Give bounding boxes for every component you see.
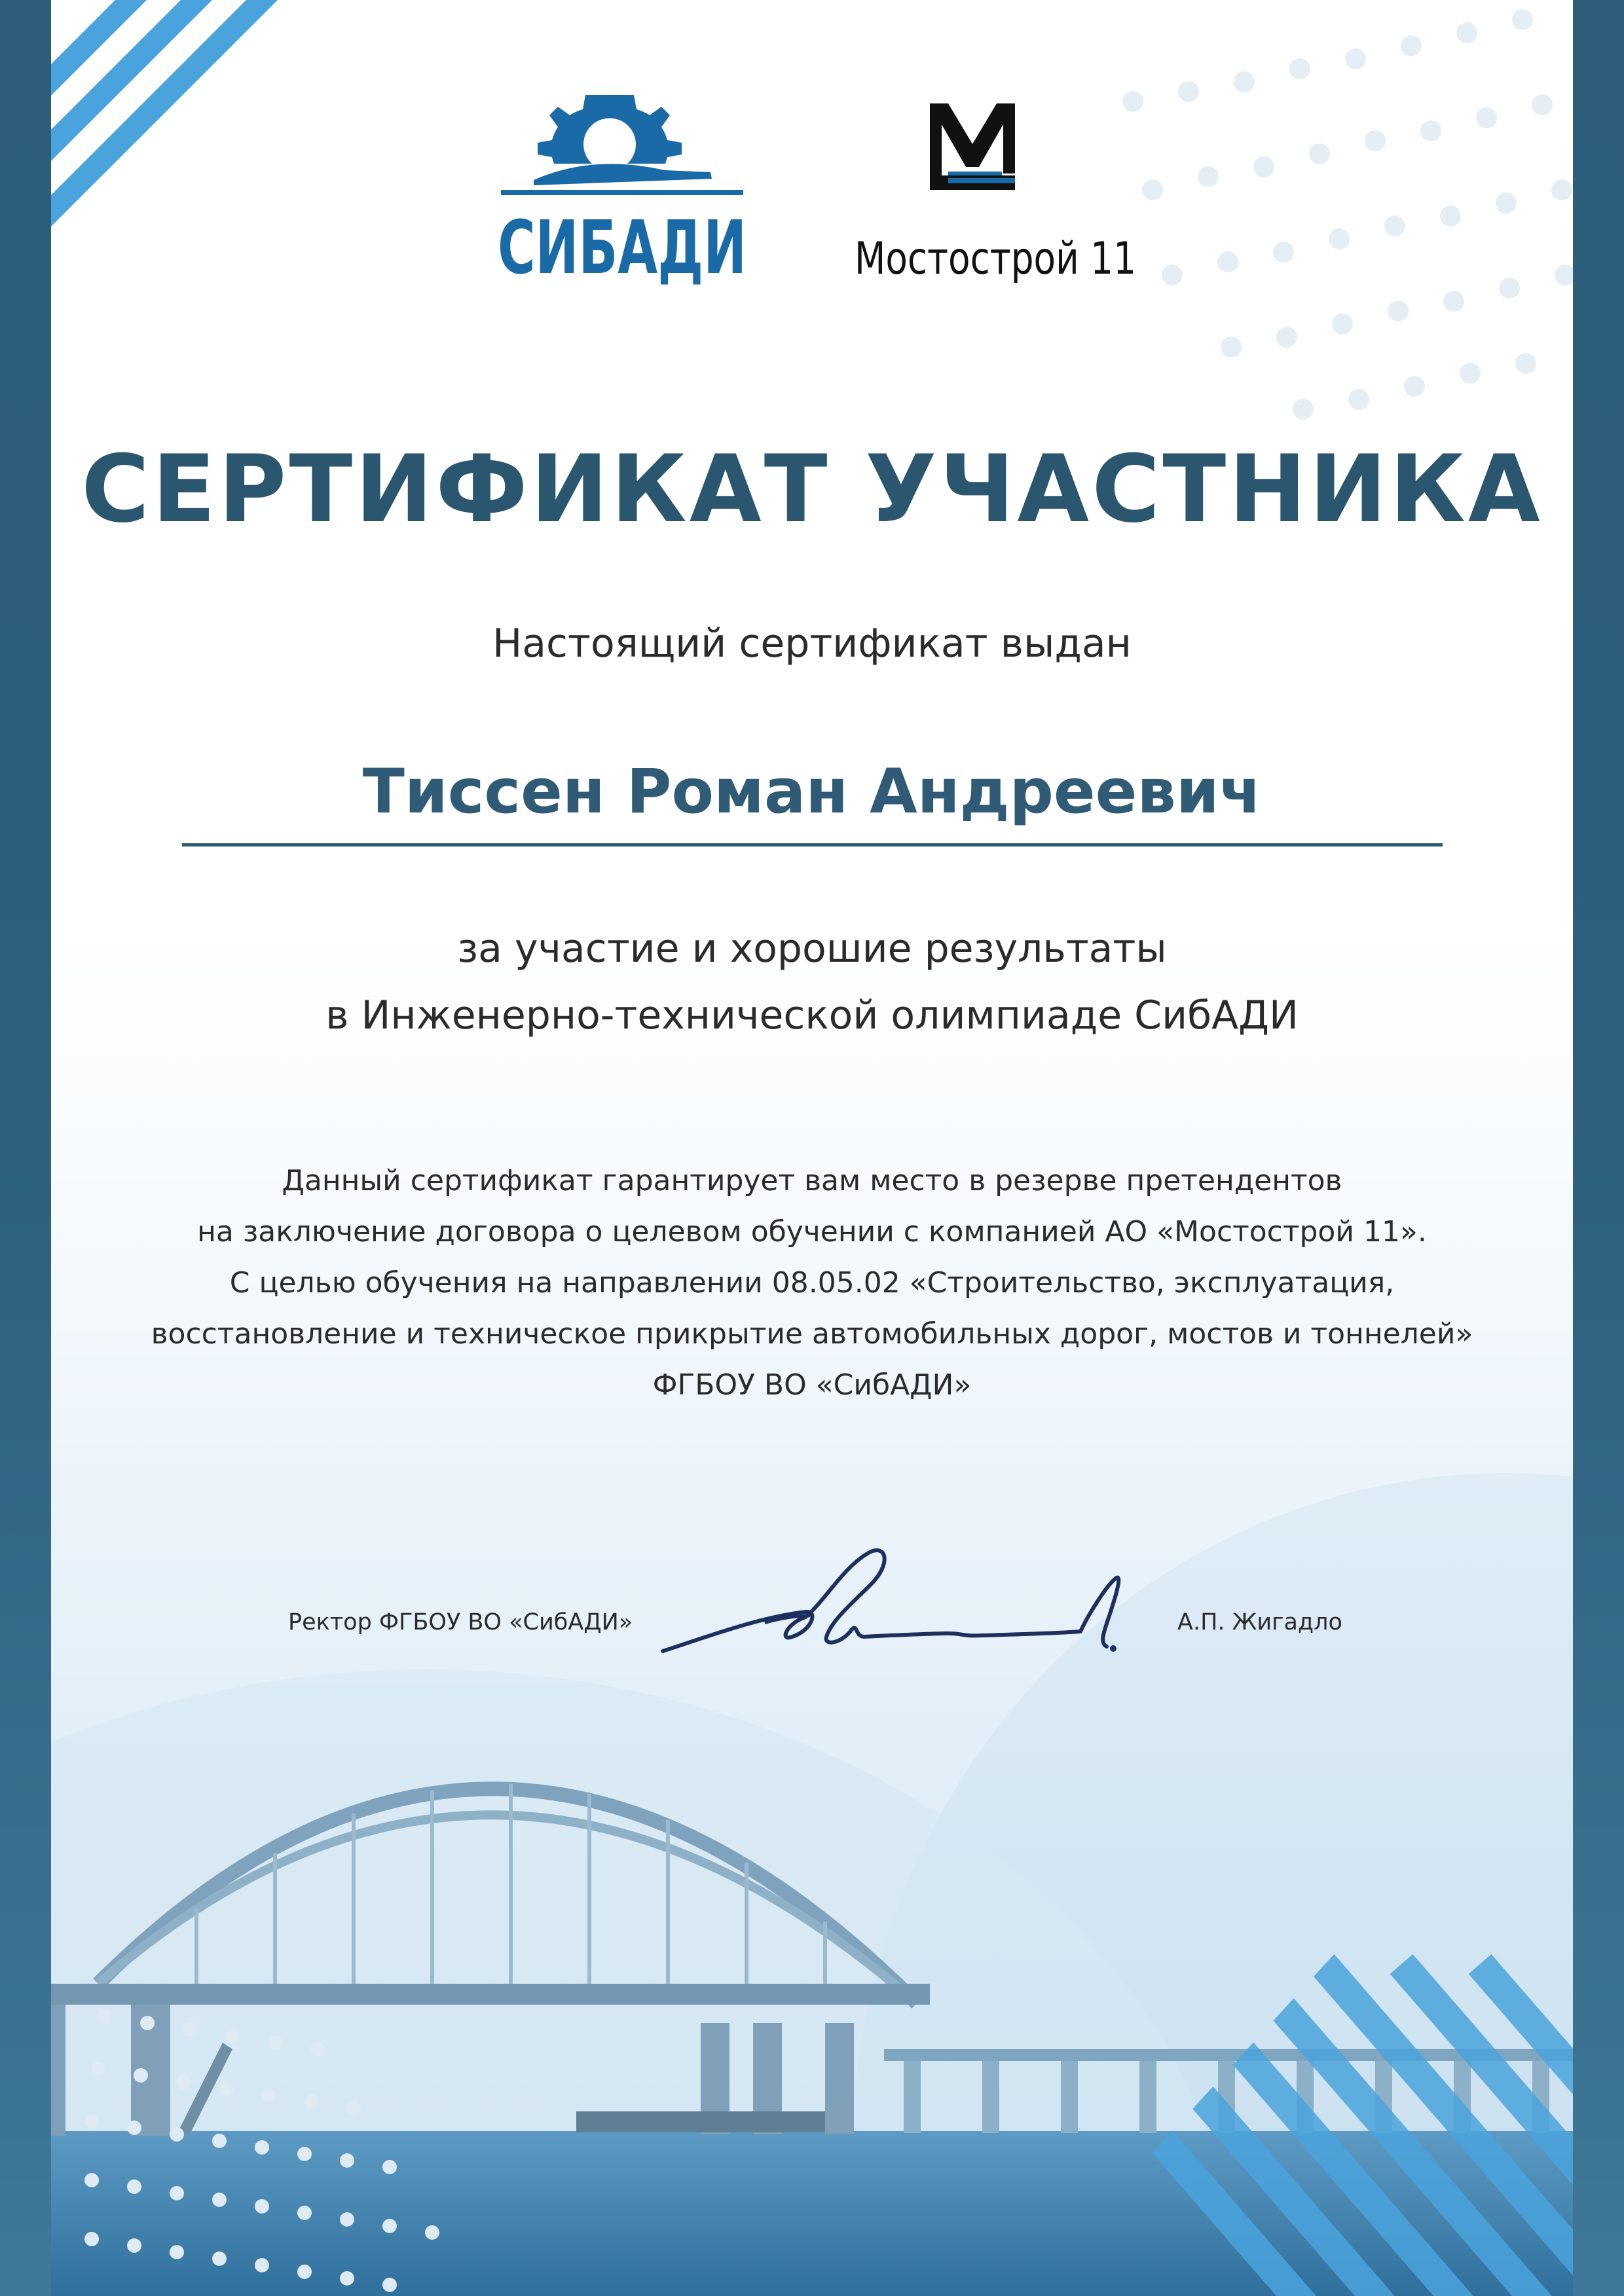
handwritten-signature [655,1539,1126,1676]
award-reason-line: в Инженерно-технической олимпиаде СибАДИ [325,993,1299,1038]
sibadi-logo-text: СИБАДИ [498,206,747,291]
body-line: восстановление и техническое прикрытие автомобильных дорог, мостов и тоннелей» [151,1317,1473,1351]
mostostroy-logo [851,98,1139,288]
body-line: ФГБОУ ВО «СибАДИ» [652,1368,972,1402]
recipient-name: Тиссен Роман Андреевич [362,756,1262,828]
body-line: С целью обучения на направлении 08.05.02 «Строительство, эксплуатация, [229,1266,1395,1300]
award-reason-line: за участие и хорошие результаты [457,926,1167,972]
certificate-body [0,1156,1624,1411]
award-reason [0,915,1624,1049]
mostostroy-logo-text: Мостострой 11 [855,233,1136,285]
dots-top-right [1122,9,1576,420]
sibadi-logo [494,95,750,291]
name-underline [182,843,1443,847]
issued-to-label: Настоящий сертификат выдан [492,621,1132,666]
certificate-title: СЕРТИФИКАТ УЧАСТНИКА [81,435,1543,543]
right-border-band [1573,0,1624,2296]
signatory-name: А.П. Жигадло [1177,1609,1342,1635]
signatory-position: Ректор ФГБОУ ВО «СибАДИ» [288,1609,633,1635]
body-line: Данный сертификат гарантирует вам место в резерве претендентов [282,1164,1342,1197]
stripes-top-left [26,0,367,301]
body-line: на заключение договора о целевом обучении с компанией АО «Мостострой 11». [197,1215,1427,1248]
left-border-band [0,0,51,2296]
